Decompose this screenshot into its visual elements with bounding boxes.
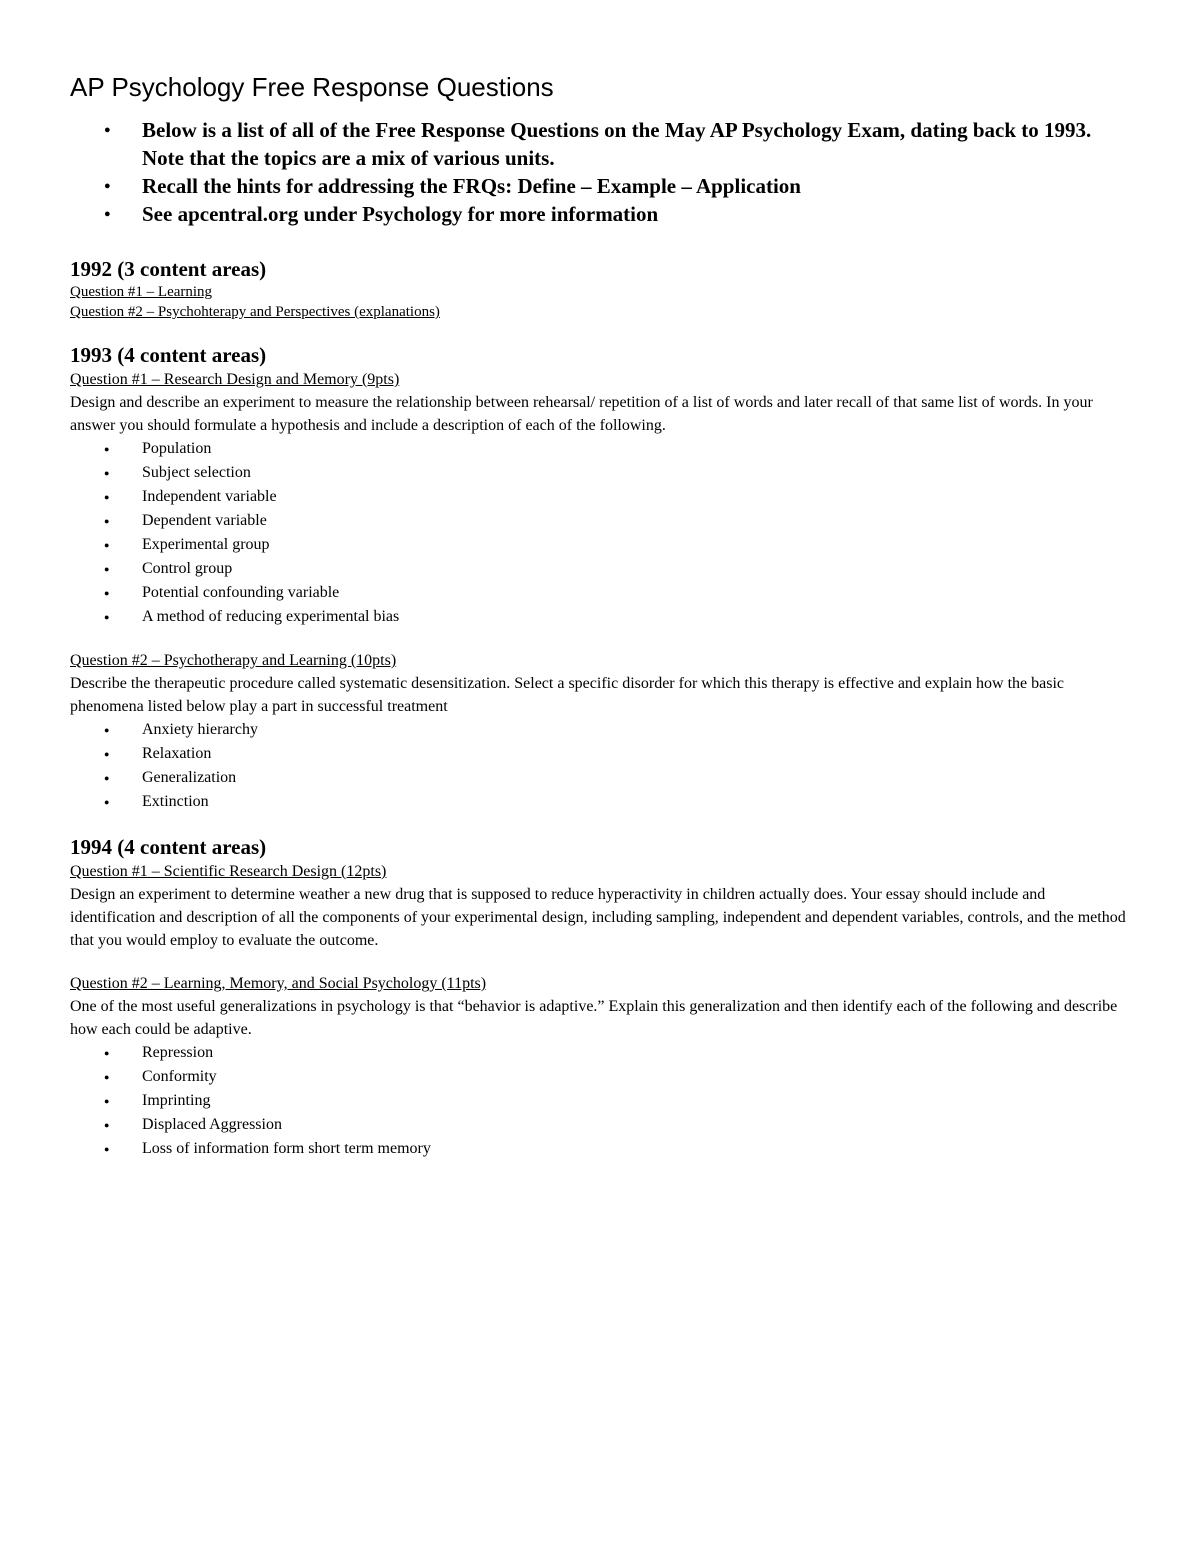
list-item: ● Extinction [70,790,1130,814]
list-item: ● Displaced Aggression [70,1113,1130,1137]
year-1992-heading: 1992 (3 content areas) [70,257,267,281]
list-item: ● Imprinting [70,1089,1130,1113]
year-1994-section [70,834,1130,1161]
list-item: ● Population [70,437,1130,461]
question-1994-2-list [70,1041,1130,1161]
question-1993-1-title: Question #1 – Research Design and Memory (9pts) [70,371,400,388]
intro-item: ● Below is a list of all of the Free Response Questions on the May AP Psychology Exam, dating back to 1993. Note that the topics are a mix of various units. [70,116,1130,172]
year-1994-heading: 1994 (4 content areas) [70,835,267,859]
list-item: ● Subject selection [70,461,1130,485]
intro-item: ● See apcentral.org under Psychology for more information [70,200,1130,228]
list-item: ● Independent variable [70,485,1130,509]
question-1993-1-text: Design and describe an experiment to measure the relationship between rehearsal/ repetition of a list of words and later recall of that same list of words. In your answer you should formulate a hypothesis and include a description of each of the following. [70,394,1093,434]
question-1993-2-title: Question #2 – Psychotherapy and Learning (10pts) [70,652,397,669]
question-1993-2-list [70,718,1130,814]
year-1992-section [70,256,1130,322]
question-1992-1: Question #1 – Learning [70,284,213,300]
list-item: ● Experimental group [70,533,1130,557]
year-1993-section [70,342,1130,814]
intro-item: ● Recall the hints for addressing the FRQs: Define – Example – Application [70,172,1130,200]
list-item: ● Conformity [70,1065,1130,1089]
page-title: AP Psychology Free Response Questions [70,72,554,102]
question-1993-2-text: Describe the therapeutic procedure called systematic desensitization. Select a specific disorder for which this therapy is effective and explain how the basic phenomena listed below play a part in successful treatment [70,675,1064,715]
document-page [70,70,1130,1161]
list-item: ● Generalization [70,766,1130,790]
list-item: ● Repression [70,1041,1130,1065]
intro-list [70,116,1130,228]
list-item: ● Loss of information form short term memory [70,1137,1130,1161]
list-item: ● Anxiety hierarchy [70,718,1130,742]
year-1993-heading: 1993 (4 content areas) [70,343,267,367]
question-1994-1-text: Design an experiment to determine weather a new drug that is supposed to reduce hyperactivity in children actually does. Your essay should include and identification and description of all the components of your experimental design, including sampling, independent and dependent variables, controls, and the method that you would employ to evaluate the outcome. [70,886,1126,949]
list-item: ● Dependent variable [70,509,1130,533]
list-item: ● A method of reducing experimental bias [70,605,1130,629]
list-item: ● Relaxation [70,742,1130,766]
question-1994-2-text: One of the most useful generalizations in psychology is that “behavior is adaptive.” Explain this generalization and then identify each of the following and describe how each could be adaptive. [70,998,1118,1038]
list-item: ● Control group [70,557,1130,581]
list-item: ● Potential confounding variable [70,581,1130,605]
question-1993-1-list [70,437,1130,629]
question-1994-2-title: Question #2 – Learning, Memory, and Social Psychology (11pts) [70,975,487,992]
question-1992-2: Question #2 – Psychohterapy and Perspectives (explanations) [70,304,440,320]
question-1994-1-title: Question #1 – Scientific Research Design (12pts) [70,863,387,880]
